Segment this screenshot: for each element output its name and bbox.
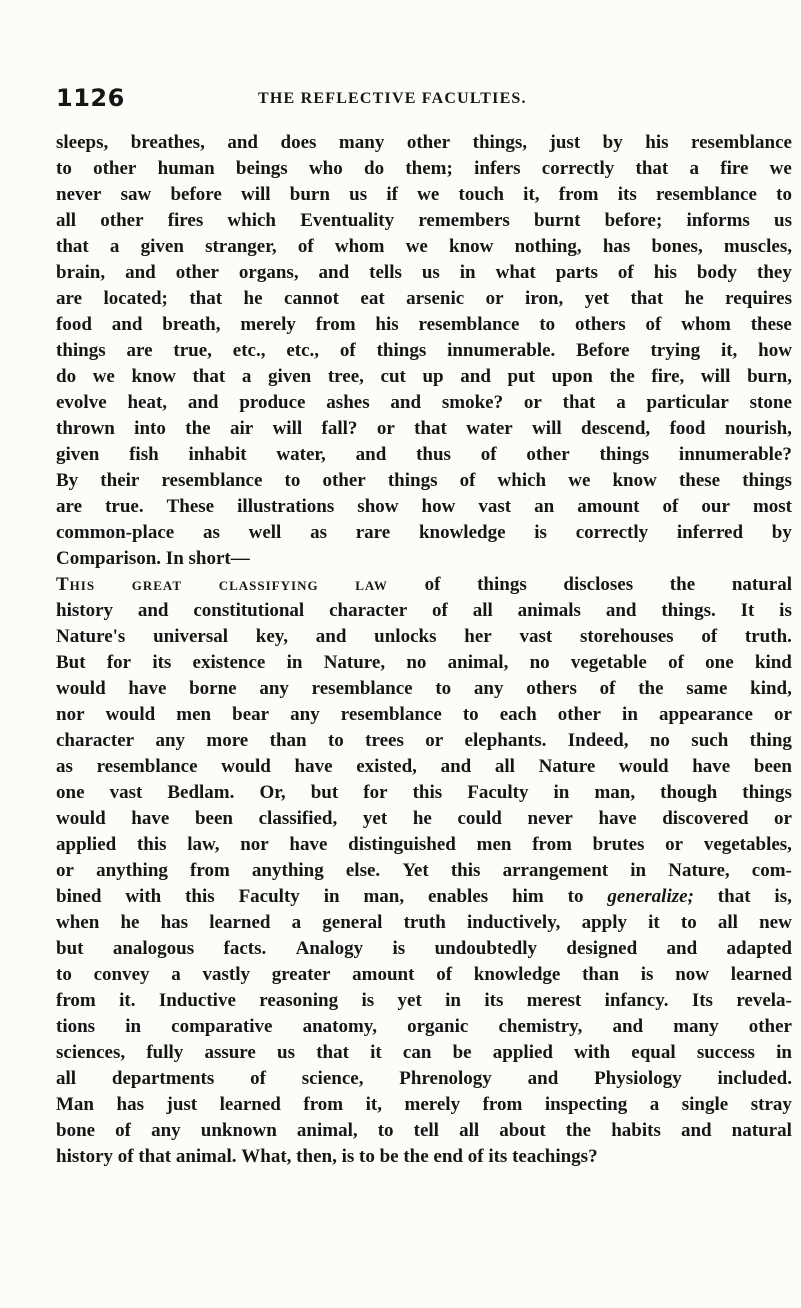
text-line: nor would men bear any resemblance to each other in appearance or — [56, 704, 792, 725]
text-line: Nature's universal key, and unlocks her vast storehouses of truth. — [56, 626, 792, 647]
text-line: Comparison. In short— — [56, 548, 250, 569]
text-line: given fish inhabit water, and thus of other things innumerable? — [56, 444, 792, 465]
text-line: common-place as well as rare knowledge is correctly inferred by — [56, 522, 792, 543]
page-number: 1126 — [56, 84, 125, 112]
body-text — [56, 130, 792, 1170]
text-line: all departments of science, Phrenology and Physiology included. — [56, 1068, 792, 1089]
text-line: that a given stranger, of whom we know nothing, has bones, muscles, — [56, 236, 792, 257]
text-line: from it. Inductive reasoning is yet in its merest infancy. Its revela- — [56, 990, 792, 1011]
text-line: are located; that he cannot eat arsenic or iron, yet that he requires — [56, 288, 792, 309]
text-line: one vast Bedlam. Or, but for this Faculty in man, though things — [56, 782, 792, 803]
text-line: thrown into the air will fall? or that water will descend, food nourish, — [56, 418, 792, 439]
text-line: when he has learned a general truth inductively, apply it to all new — [56, 912, 792, 933]
text-line: would have been classified, yet he could never have discovered or — [56, 808, 792, 829]
text-line: food and breath, merely from his resemblance to others of whom these — [56, 314, 792, 335]
text-line: sciences, fully assure us that it can be applied with equal success in — [56, 1042, 792, 1063]
text-line: to convey a vastly greater amount of knowledge than is now learned — [56, 964, 792, 985]
running-title: THE REFLECTIVE FACULTIES. — [258, 90, 527, 107]
text-line: brain, and other organs, and tells us in what parts of his body they — [56, 262, 792, 283]
text-line: evolve heat, and produce ashes and smoke? or that a particular stone — [56, 392, 792, 413]
text-line: but analogous facts. Analogy is undoubtedly designed and adapted — [56, 938, 792, 959]
text-line: would have borne any resemblance to any others of the same kind, — [56, 678, 792, 699]
text-line: applied this law, nor have distinguished men from brutes or vegetables, — [56, 834, 792, 855]
text-line: never saw before will burn us if we touch it, from its resemblance to — [56, 184, 792, 205]
text-line: By their resemblance to other things of which we know these things — [56, 470, 792, 491]
text-line: But for its existence in Nature, no animal, no vegetable of one kind — [56, 652, 792, 673]
text-line: bined with this Faculty in man, enables him to generalize; that is, — [56, 886, 792, 907]
page-header — [0, 84, 801, 124]
text-line: history and constitutional character of all animals and things. It is — [56, 600, 792, 621]
text-line: bone of any unknown animal, to tell all about the habits and natural — [56, 1120, 792, 1141]
text-line: This great classifying law of things discloses the natural — [56, 574, 792, 595]
text-line: Man has just learned from it, merely from inspecting a single stray — [56, 1094, 792, 1115]
text-line: do we know that a given tree, cut up and put upon the fire, will burn, — [56, 366, 792, 387]
text-line: tions in comparative anatomy, organic chemistry, and many other — [56, 1016, 792, 1037]
text-line: to other human beings who do them; infers correctly that a fire we — [56, 158, 792, 179]
text-line: or anything from anything else. Yet this arrangement in Nature, com- — [56, 860, 792, 881]
text-line: are true. These illustrations show how vast an amount of our most — [56, 496, 792, 517]
text-line: character any more than to trees or elephants. Indeed, no such thing — [56, 730, 792, 751]
text-line: as resemblance would have existed, and all Nature would have been — [56, 756, 792, 777]
text-line: things are true, etc., etc., of things innumerable. Before trying it, how — [56, 340, 792, 361]
text-line: all other fires which Eventuality remembers burnt before; informs us — [56, 210, 792, 231]
text-line: history of that animal. What, then, is to be the end of its teachings? — [56, 1146, 598, 1167]
text-line: sleeps, breathes, and does many other things, just by his resemblance — [56, 132, 792, 153]
